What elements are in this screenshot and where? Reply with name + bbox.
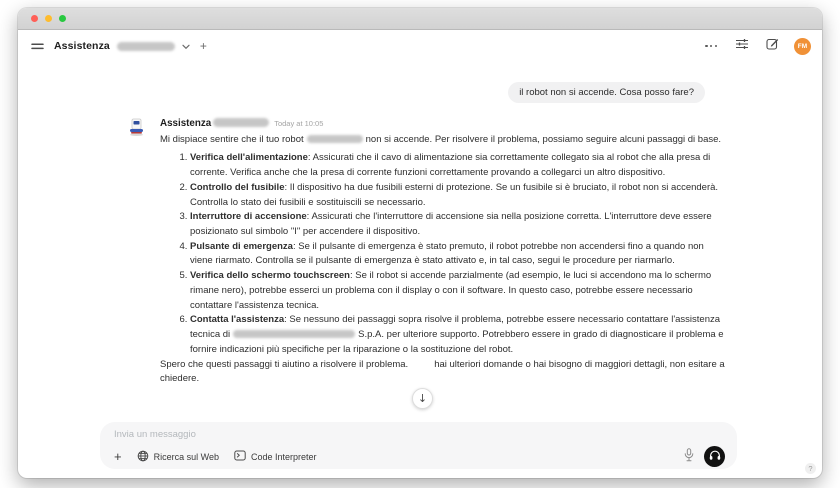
step-title: Verifica dello schermo touchscreen bbox=[190, 270, 350, 282]
scroll-to-bottom-button[interactable] bbox=[412, 388, 433, 409]
compose-icon bbox=[766, 37, 779, 55]
microphone-icon bbox=[683, 448, 695, 465]
assistant-message-content bbox=[160, 116, 727, 387]
code-interpreter-button[interactable] bbox=[230, 448, 321, 465]
menu-icon[interactable] bbox=[29, 40, 46, 53]
message-input[interactable] bbox=[114, 429, 534, 440]
step-text: S.p.A. per ulteriore supporto. Potrebbero essere in grado di diagnosticare il problema e fornire indicazioni più specifiche per la riparazione o la sostituzione del robot. bbox=[190, 329, 724, 355]
close-window-button[interactable] bbox=[31, 15, 38, 22]
message-timestamp: Today at 10:05 bbox=[274, 119, 324, 128]
step-text: Se nessuno dei passaggi sopra risolve il problema, potrebbe essere necessario contattare l'assistenza tecnica di bbox=[190, 314, 721, 341]
web-search-label: Ricerca sul Web bbox=[153, 451, 219, 462]
redacted-robot-name bbox=[307, 135, 363, 143]
assistant-message bbox=[18, 103, 822, 387]
user-message-bubble: il robot non si accende. Cosa posso fare? bbox=[508, 82, 705, 103]
attach-button[interactable]: + bbox=[114, 450, 126, 463]
chat-area bbox=[18, 62, 822, 478]
list-item: 3. Interruttore di accensione: Assicurati che l'interruttore di accensione sia nella posizione corretta. L'interruttore deve essere posizionato sul simbolo "I" per accendere il dispositivo. bbox=[190, 210, 727, 239]
step-text: Se il robot si accende parzialmente (ad esempio, le luci si accendono ma lo schermo rimane nero), potrebbe esserci un problema con il display o con il software. In questo caso, potrebbe essere necessario contattare l'assistenza tecnica. bbox=[190, 270, 712, 311]
web-search-button[interactable] bbox=[133, 448, 223, 466]
user-message-row bbox=[18, 62, 822, 103]
step-text: Se il pulsante di emergenza è stato premuto, il robot potrebbe non accendersi fino a quando non viene riarmato. Controlla se il pulsante di emergenza è stato attivato e, in tal caso, segui le procedure per riarmarlo. bbox=[190, 240, 704, 267]
troubleshooting-steps-list bbox=[160, 151, 727, 357]
new-chat-tab-button[interactable]: + bbox=[199, 39, 207, 53]
step-title: Controllo del fusibile bbox=[190, 181, 285, 193]
headphones-icon bbox=[709, 449, 721, 464]
redacted-company-name bbox=[233, 330, 355, 338]
assistant-meta bbox=[160, 116, 727, 132]
header-right bbox=[702, 35, 811, 57]
chevron-down-icon bbox=[182, 37, 190, 55]
down-arrow-icon: ↓ bbox=[417, 392, 428, 405]
voice-mode-button[interactable] bbox=[704, 446, 725, 467]
conversation-title: Assistenza bbox=[54, 40, 110, 52]
step-title: Contatta l'assistenza bbox=[190, 314, 285, 326]
app-window bbox=[18, 8, 822, 478]
step-title: Verifica dell'alimentazione bbox=[190, 152, 308, 164]
more-icon bbox=[704, 42, 718, 50]
assistant-closing: Spero che questi passaggi ti aiutino a risolvere il problema. hai ulteriori domande o hai bisogno di maggiori dettagli, non esitare a chiedere. bbox=[160, 358, 725, 385]
list-item: 2. Controllo del fusibile: Il dispositivo ha due fusibili esterni di protezione. Se un fusibile si è bruciato, il robot non si accenderà. Controlla lo stato dei fusibili e sostituiscili se necessario. bbox=[190, 181, 727, 210]
app-header bbox=[18, 30, 822, 62]
list-item: 4. Pulsante di emergenza: Se il pulsante di emergenza è stato premuto, il robot potrebbe non accendersi fino a quando non viene riarmato. Controlla se il pulsante di emergenza è stato attivato e, in tal caso, segui le procedure per riarmarlo. bbox=[190, 240, 727, 269]
minimize-window-button[interactable] bbox=[45, 15, 52, 22]
assistant-intro: Mi dispiace sentire che il tuo robot non si accende. Per risolvere il problema, possiamo seguire alcuni passaggi di base. bbox=[160, 133, 722, 145]
assistant-name: Assistenza bbox=[160, 118, 212, 129]
microphone-button[interactable] bbox=[681, 446, 697, 467]
list-item: 6. Contatta l'assistenza: Se nessuno dei passaggi sopra risolve il problema, potrebbe essere necessario contattare l'assistenza tecnica di S.p.A. per ulteriore supporto. Potrebbero essere in grado di diagnosticare il problema e fornire indicazioni più specifiche per la riparazione o la sostituzione del robot. bbox=[190, 313, 727, 357]
step-text: Il dispositivo ha due fusibili esterni di protezione. Se un fusibile si è bruciato, il robot non si accenderà. Controlla lo stato dei fusibili e sostituiscili se necessario. bbox=[190, 181, 719, 208]
redacted-assistant-name bbox=[213, 118, 269, 127]
header-left bbox=[29, 37, 702, 55]
assistant-avatar bbox=[125, 116, 147, 138]
macos-titlebar[interactable] bbox=[18, 8, 822, 30]
code-interpreter-label: Code Interpreter bbox=[250, 451, 317, 462]
zoom-window-button[interactable] bbox=[59, 15, 66, 22]
composer-toolbar bbox=[114, 446, 725, 467]
help-button[interactable]: ? bbox=[805, 463, 816, 474]
step-title: Pulsante di emergenza bbox=[190, 240, 293, 252]
message-composer bbox=[100, 422, 737, 469]
sliders-icon bbox=[735, 37, 749, 55]
step-text: Assicurati che il cavo di alimentazione sia correttamente collegato sia al robot che alla presa di corrente. Verifica anche che la presa di corrente funzioni correttamente provando a collegarci un altro dispositivo. bbox=[190, 152, 711, 179]
list-item: 5. Verifica dello schermo touchscreen: Se il robot si accende parzialmente (ad esempio, le luci si accendono ma lo schermo rimane nero), potrebbe esserci un problema con il display o con il software. In questo caso, potrebbe essere necessario contattare l'assistenza tecnica. bbox=[190, 269, 727, 313]
redacted-title-text bbox=[117, 42, 175, 51]
step-title: Interruttore di accensione bbox=[190, 211, 307, 223]
globe-icon bbox=[137, 450, 149, 464]
conversation-title-dropdown[interactable] bbox=[54, 37, 190, 55]
terminal-icon bbox=[234, 450, 246, 463]
model-settings-button[interactable] bbox=[733, 35, 751, 57]
user-avatar[interactable]: FM bbox=[794, 38, 811, 55]
compose-button[interactable] bbox=[764, 35, 781, 57]
list-item: 1. Verifica dell'alimentazione: Assicurati che il cavo di alimentazione sia correttamente collegato sia al robot che alla presa di corrente. Verifica anche che la presa di corrente funzioni correttamente provando a collegarci un altro dispositivo. bbox=[190, 151, 727, 180]
step-text: Assicurati che l'interruttore di accensione sia nella posizione corretta. L'interruttore deve essere posizionato sul simbolo "I" per accendere il dispositivo. bbox=[190, 211, 712, 238]
more-options-button[interactable] bbox=[702, 40, 720, 52]
